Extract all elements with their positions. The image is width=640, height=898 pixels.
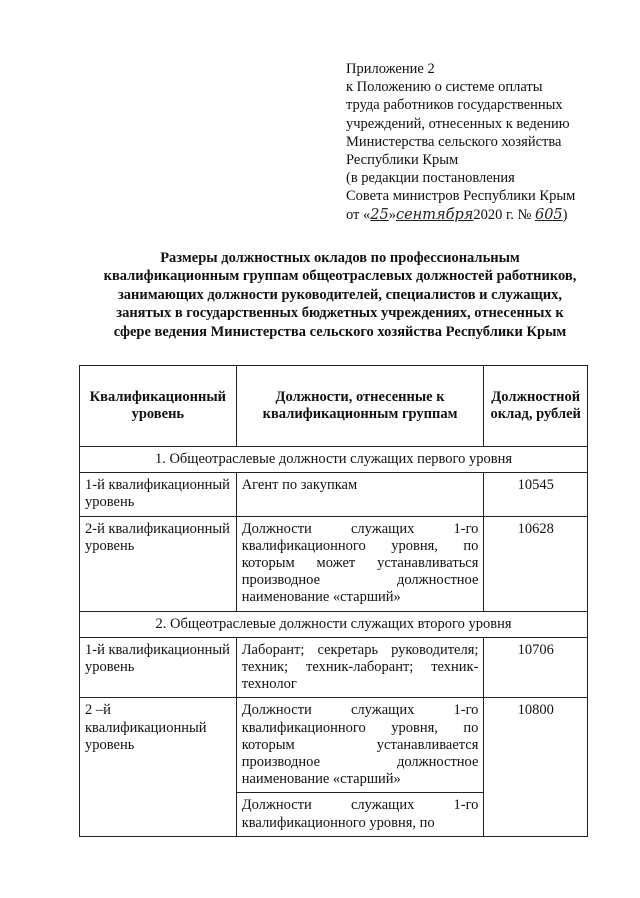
annex-line: к Положению о системе оплаты <box>346 79 543 96</box>
annex-line: Совета министров Республики Крым <box>346 188 576 205</box>
level-cell: 1-й квалификационный уровень <box>80 473 237 516</box>
salary-cell: 10628 <box>484 516 588 611</box>
section-title: 2. Общеотраслевые должности служащих второго уровня <box>80 611 588 637</box>
table-header-row <box>80 366 588 447</box>
date-mid: » <box>388 206 396 223</box>
table-row <box>80 698 588 793</box>
heading-line: сфере ведения Министерства сельского хозяйства Республики Крым <box>113 323 567 340</box>
position-cell: Лаборант; секретарь руководителя; техник; техник-лаборант; техник-технолог <box>236 637 484 698</box>
annex-line: (в редакции постановления <box>346 170 515 187</box>
date-prefix: от « <box>346 206 371 223</box>
heading-line: занятых в государственных бюджетных учреждениях, отнесенных к <box>116 305 564 322</box>
header-salary: Должностной оклад, рублей <box>484 366 588 447</box>
table-row <box>80 516 588 611</box>
document-heading <box>60 249 620 341</box>
decree-number-handwritten: 605 <box>534 206 563 223</box>
date-month-handwritten: сентября <box>395 206 474 223</box>
position-cell: Агент по закупкам <box>236 473 484 516</box>
annex-date-line <box>346 206 636 224</box>
level-cell: 1-й квалификационный уровень <box>80 637 237 698</box>
section-row <box>80 611 588 637</box>
position-cell-continued: Должности служащих 1-го квалификационного уровня, по <box>236 793 484 836</box>
heading-line: занимающих должности руководителей, специалистов и служащих, <box>117 286 563 303</box>
annex-line: учреждений, отнесенных к ведению <box>346 115 570 132</box>
section-title: 1. Общеотраслевые должности служащих первого уровня <box>80 447 588 473</box>
annex-line: Министерства сельского хозяйства <box>346 133 562 150</box>
table-row <box>80 637 588 698</box>
table-row <box>80 473 588 516</box>
date-day-handwritten: 25 <box>370 206 389 223</box>
salary-table <box>79 365 588 837</box>
salary-cell: 10706 <box>484 637 588 698</box>
salary-cell: 10800 <box>484 698 588 836</box>
heading-line: квалификационным группам общеотраслевых должностей работников, <box>103 268 577 285</box>
header-position: Должности, отнесенные к квалификационным группам <box>236 366 484 447</box>
date-year: 2020 г. № <box>473 206 532 223</box>
level-cell: 2 –й квалификационный уровень <box>80 698 237 836</box>
section-row <box>80 447 588 473</box>
annex-line: Республики Крым <box>346 151 459 168</box>
annex-line: Приложение 2 <box>346 61 435 77</box>
salary-cell: 10545 <box>484 473 588 516</box>
level-cell: 2-й квалификационный уровень <box>80 516 237 611</box>
header-level: Квалификационный уровень <box>80 366 237 447</box>
date-suffix: ) <box>562 206 568 223</box>
position-cell: Должности служащих 1-го квалификационного уровня, по которым может устанавливаться производное должностное наименование «старший» <box>236 516 484 611</box>
position-cell: Должности служащих 1-го квалификационного уровня, по которым устанавливается производное должностное наименование «старший» <box>236 698 484 793</box>
heading-line: Размеры должностных окладов по профессиональным <box>160 250 520 266</box>
annex-line: труда работников государственных <box>346 97 563 114</box>
annex-block <box>346 60 636 224</box>
